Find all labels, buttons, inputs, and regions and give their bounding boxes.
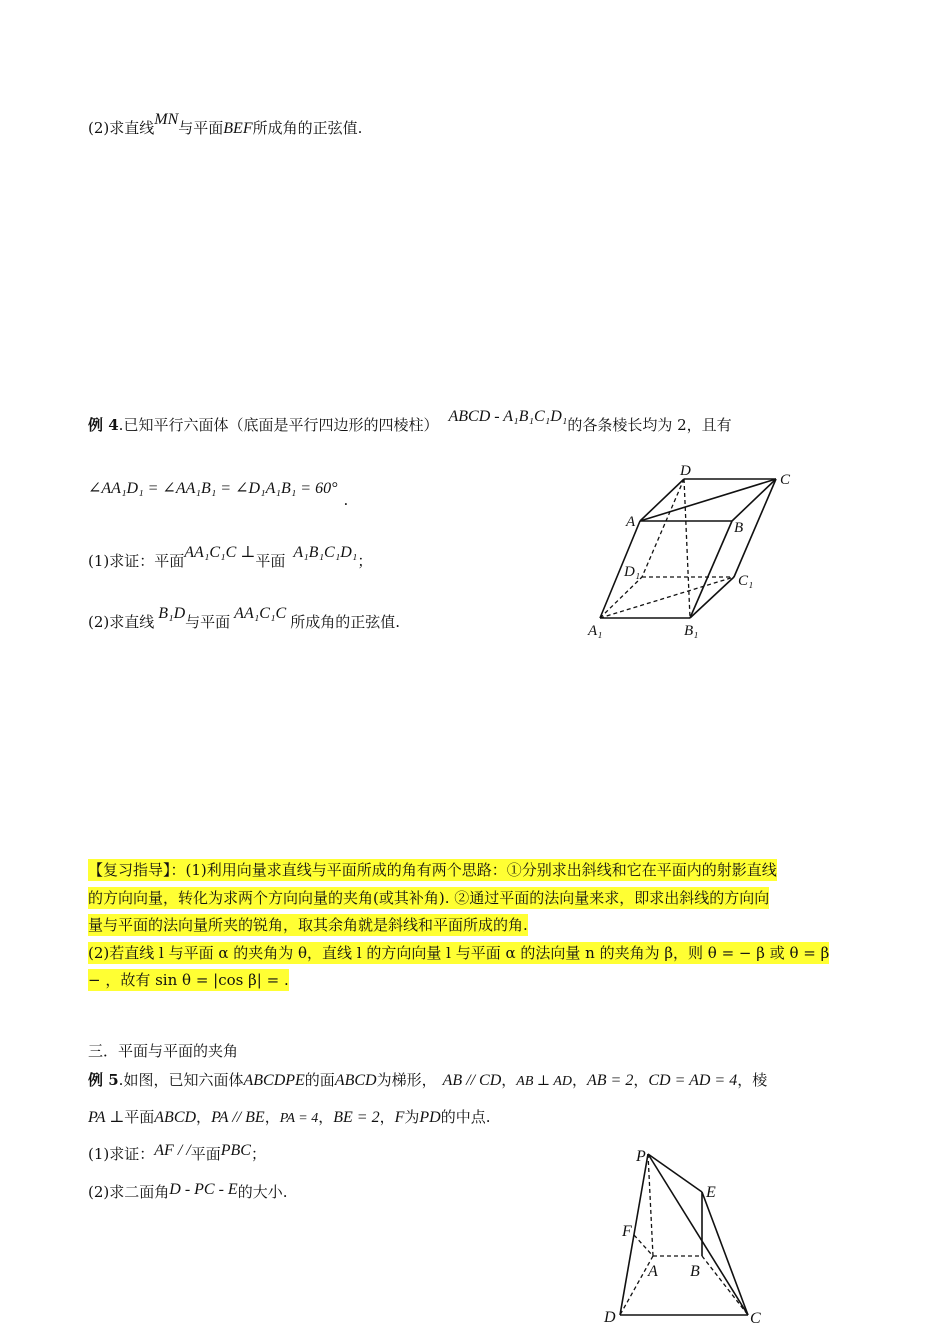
label-a1: A₁: [588, 623, 603, 639]
review-line-4: (2)若直线 l 与平面 α 的夹角为 θ，直线 l 的方向向量 l 与平面 α 的法向量 n 的夹角为 β，则 θ = − β 或 θ = β: [88, 943, 830, 962]
review-line-1: 【复习指导】：(1)利用向量求直线与平面所成的角有两个思路：①分别求出斜线和它在平面内的射影直线: [88, 861, 777, 879]
example5-statement-1: 例 5.如图，已知六面体ABCDPE的面ABCD为梯形， AB // CD，AB ⊥ AD，AB = 2，CD = AD = 4，棱: [88, 1071, 768, 1089]
edge-bc: [702, 1256, 748, 1315]
example5-label: 例 5: [88, 1071, 119, 1089]
review-line-3: 量与平面的法向量所夹的锐角，取其余角就是斜线和平面所成的角.: [88, 916, 528, 934]
math-prism: ABCD - A₁B₁C₁D₁: [448, 408, 568, 425]
label-d: D: [680, 463, 691, 479]
edge-db1: [684, 479, 690, 618]
label-p: P: [636, 1148, 646, 1165]
label-e: E: [706, 1184, 716, 1201]
example5-statement-2: PA ⊥平面ABCD，PA // BE，PA = 4，BE = 2，F为PD的中点.: [88, 1108, 491, 1126]
label-c1: C₁: [738, 573, 754, 589]
label-b: B: [734, 520, 744, 536]
edge-ac: [640, 479, 776, 521]
edge-pe: [648, 1154, 702, 1192]
review-line-2: 的方向向量，转化为求两个方向向量的夹角(或其补角). ②通过平面的法向量来求，即求出斜线的方向向: [88, 888, 770, 907]
label-b: B: [690, 1263, 700, 1280]
edge-fa: [634, 1235, 653, 1256]
section-title: 三．平面与平面的夹角: [88, 1042, 239, 1060]
example4-label: 例 4: [88, 416, 119, 434]
label-c: C: [780, 472, 791, 488]
edge-b1c1: [690, 577, 734, 618]
example5-part2: (2)求二面角D - PC - E的大小.: [88, 1181, 288, 1201]
label-b1: B₁: [684, 623, 699, 639]
math-mn: MN: [154, 111, 179, 128]
parallelepiped-figure: [580, 460, 810, 645]
label-a: A: [626, 514, 636, 530]
math-line-b1d: B₁D: [158, 605, 186, 622]
example4-angles: ∠AA₁D₁ = ∠AA₁B₁ = ∠D₁A₁B₁ = 60°.: [88, 480, 349, 509]
math-plane-aa1c1c-2: AA₁C₁C: [234, 605, 287, 622]
edge-pc: [648, 1154, 748, 1315]
label-f: F: [622, 1223, 632, 1240]
review-guidance: [88, 859, 868, 993]
label-c: C: [750, 1310, 761, 1327]
label-d1: D₁: [624, 564, 641, 580]
edge-bb1: [690, 521, 732, 618]
review-line-5: − ，故有 sin θ = |cos β| = .: [88, 971, 289, 989]
example5-part1: (1)求证：AF / /平面PBC；: [88, 1142, 266, 1163]
example4-part1: (1)求证：平面AA₁C₁C ⊥平面 A₁B₁C₁D₁；: [88, 544, 373, 570]
example4-part2: (2)求直线 B₁D与平面 AA₁C₁C 所成角的正弦值.: [88, 605, 400, 631]
math-plane-aa1c1c: AA₁C₁C ⊥: [184, 544, 256, 561]
label-d: D: [604, 1309, 616, 1326]
edge-pa: [648, 1154, 653, 1256]
edge-dd1: [642, 479, 684, 577]
example4-statement: 例 4.已知平行六面体（底面是平行四边形的四棱柱） ABCD - A₁B₁C₁D₁的各条棱长均为 2，且有: [88, 408, 732, 434]
math-angles: ∠AA₁D₁ = ∠AA₁B₁ = ∠D₁A₁B₁ = 60°: [88, 480, 338, 497]
math-bef: BEF: [223, 120, 253, 137]
q3-part2: (2)求直线MN与平面BEF所成角的正弦值.: [88, 111, 363, 137]
math-plane-a1b1c1d1: A₁B₁C₁D₁: [293, 544, 358, 561]
label-a: A: [648, 1263, 658, 1280]
hexahedron-figure: [598, 1140, 778, 1330]
